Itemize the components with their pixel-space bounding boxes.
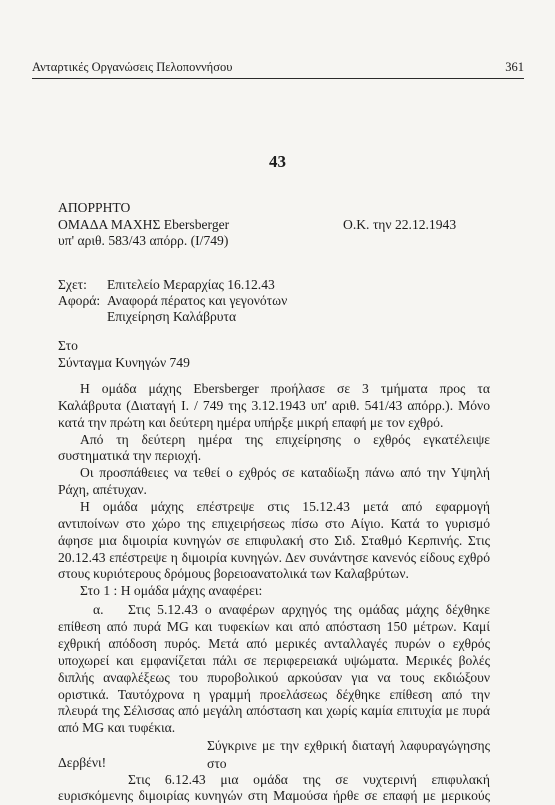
page-number: 361: [505, 60, 524, 74]
place-date: Ο.Κ. την 22.12.1943: [343, 217, 457, 232]
body-line: αντιποίνων στο χώρο της επιχειρήσεως πίσω στο Αίγιο. Κατά το γυρισμό: [58, 516, 490, 531]
classification: ΑΠΟΡΡΗΤΟ: [58, 200, 131, 215]
body-line: ευρισκόμενης διμοιρίας κυνηγών στη Μαμούσα ήρθε σε επαφή με μερικούς: [58, 788, 490, 803]
sxet-text: Επιτελείο Μεραρχίας 16.12.43: [107, 277, 275, 292]
body-line: 20.12.43 επέστρεψε η διμοιρία κυνηγών. Δεν συνάντησε κανενός είδους εχθρό: [58, 550, 490, 565]
afora-text-2: Επιχείρηση Καλάβρυτα: [107, 309, 237, 324]
body-line: από MG και τυφέκια.: [58, 720, 176, 735]
body-line: Οι προσπάθειες να τεθεί ο εχθρός σε καταδίωξη πάνω από την Υψηλή: [80, 465, 490, 480]
body-line: Στις 5.12.43 ο αναφέρων αρχηγός της ομάδας μάχης δέχθηκε: [128, 602, 490, 617]
body-line: Καλάβρυτα (Διαταγή I. / 749 της 3.12.1943 υπ' αριθ. 541/43 απόρρ.). Μόνο: [58, 398, 490, 413]
body-line: στους κυριότερους δρόμους βορειοανατολικά των Καλαβρύτων.: [58, 566, 409, 581]
sender-unit: ΟΜΑΔΑ ΜΑΧΗΣ Ebersberger: [58, 217, 230, 232]
body-line: εχθρική απόδοση πυρός. Μετά από μερικές ανταλλαγές πυρών ο εχθρός: [58, 636, 490, 651]
body-line: Δερβένι!: [58, 755, 107, 770]
body-line: άφησε μια διμοιρία κυνηγών σε επιφυλακή στο Σιδ. Σταθμό Κερπινής. Στις: [58, 533, 490, 548]
body-line: συστηματικά την περιοχή.: [58, 448, 202, 463]
body-line: Η ομάδα μάχης Ebersberger προήλασε σε 3 τμήματα προς τα: [80, 381, 490, 396]
document-number: 43: [269, 152, 286, 171]
running-header: [32, 60, 524, 79]
body-line: οριστικά. Ταυτόχρονα η γραμμή προελάσεως δέχθηκε επίθεση από την: [58, 687, 490, 702]
sxet-label: Σχετ:: [58, 277, 87, 292]
body-line: Η ομάδα μάχης επέστρεψε στις 15.12.43 μετά από εφαρμογή: [80, 499, 490, 514]
recipient-name: Σύνταγμα Κυνηγών 749: [58, 355, 190, 370]
body-line: κατά την πρώτη και δεύτερη ημέρα υπήρξε μικρή επαφή με τον εχθρό.: [58, 415, 444, 430]
body-line: Στο 1 : Η ομάδα μάχης αναφέρει:: [80, 583, 263, 598]
body-line: πλευρά της Σέλισσας από μεγάλη απόσταση και χωρίς καμία επιτυχία με πυρά: [58, 703, 490, 718]
afora-label: Αφορά:: [58, 293, 101, 308]
body-line: Ράχη, απέτυχαν.: [58, 482, 147, 497]
body-line: υποχωρεί και εμφανίζεται πάλι σε περιφερειακά υψώματα. Μερικές βολές: [58, 653, 490, 668]
body-line: Από τη δεύτερη ημέρα της επιχείρησης ο εχθρός εγκατέλειψε: [80, 432, 490, 447]
running-header-title: Ανταρτικές Οργανώσεις Πελοποννήσου: [32, 60, 233, 74]
list-marker: α.: [93, 602, 104, 617]
sender-reference: υπ' αριθ. 583/43 απόρρ. (I/749): [58, 233, 229, 248]
body-line: Σύγκρινε με την εχθρική διαταγή λαφυραγώγησης στο: [207, 738, 490, 771]
recipient-to: Στο: [58, 338, 78, 353]
body-line: επίθεση από πυρά MG και τυφεκίων και από απόσταση 150 μέτρων. Καμί: [58, 619, 490, 634]
body-line: διπλής αναφλέξεως του πυροβολικού αρκούσαν για να τους εκδιώξουν: [58, 670, 490, 685]
afora-text: Αναφορά πέρατος και γεγονότων: [107, 293, 288, 308]
body-line: Στις 6.12.43 μια ομάδα της σε νυχτερινή επιφυλακή: [128, 772, 490, 787]
